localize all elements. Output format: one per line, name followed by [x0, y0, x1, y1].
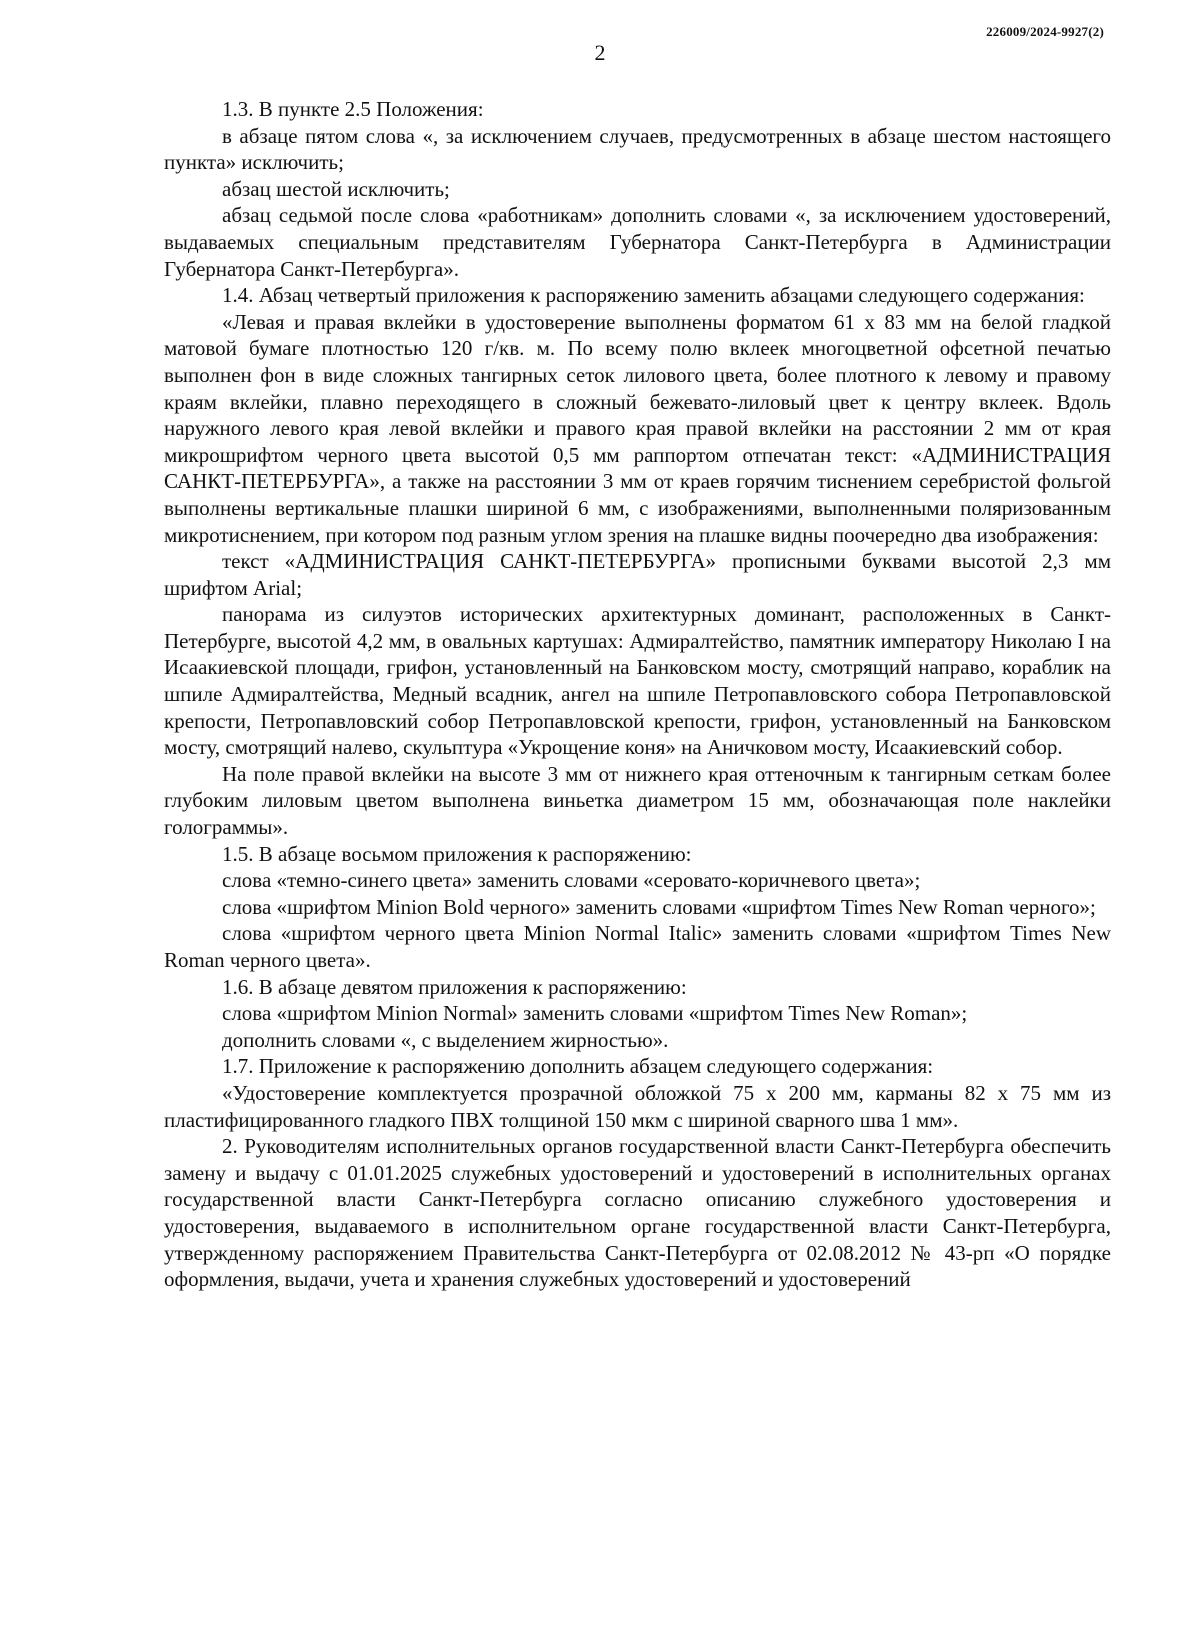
paragraph-1-3-heading: 1.3. В пункте 2.5 Положения: [222, 97, 484, 121]
paragraph: слова «шрифтом черного цвета Minion Normal Italic» заменить словами «шрифтом Times New Roman черного цвета». [164, 921, 1111, 972]
paragraph: «Удостоверение комплектуется прозрачной обложкой 75 х 200 мм, карманы 82 х 75 мм из пластифицированного гладкого ПВХ толщиной 150 мкм с шириной сварного шва 1 мм». [164, 1080, 1111, 1132]
paragraph: панорама из силуэтов исторических архитектурных доминант, расположенных в Санкт-Петербурге, высотой 4,2 мм, в овальных картушах: Адмиралтейство, памятник императору Николаю I на Исаакиевской площади, грифон, установленный на Банковском мосту, смотрящий направо, кораблик на шпиле Адмиралтейства, Медный всадник, ангел на шпиле Петропавловского собора Петропавловской крепости, Петропавловский собор Петропавловской крепости, грифон, установленный на Банковском мосту, смотрящий налево, скульптура «Укрощение коня» на Аничковом мосту, Исаакиевский собор. [164, 602, 1111, 760]
paragraph: слова «темно-синего цвета» заменить словами «серовато-коричневого цвета»; [222, 868, 921, 893]
document-registration-number: 226009/2024-9927(2) [986, 24, 1104, 39]
paragraph: абзац шестой исключить; [222, 176, 450, 201]
paragraph: дополнить словами «, с выделением жирностью». [222, 1027, 669, 1052]
page-number: 2 [594, 40, 606, 65]
paragraph: абзац седьмой после слова «работникам» дополнить словами «, за исключением удостоверений, выдаваемых специальным представителям Губернатора Санкт-Петербурга в Администрации Губернатора Санкт-Петербурга». [164, 203, 1111, 281]
paragraph-1-4-heading: 1.4. Абзац четвертый приложения к распоряжению заменить абзацами следующего содержания: [222, 283, 1085, 308]
paragraph: «Левая и правая вклейки в удостоверение выполнены форматом 61 х 83 мм на белой гладкой матовой бумаге плотностью 120 г/кв. м. По всему полю вклеек многоцветной офсетной печатью выполнен фон в виде сложных тангирных сеток лилового цвета, более плотного к левому и правому краям вклейки, плавно переходящего в сложный бежевато-лиловый цвет к центру вклеек. Вдоль наружного левого края левой вклейки и правого края правой вклейки на расстоянии 2 мм от края микрошрифтом черного цвета высотой 0,5 мм раппортом отпечатан текст: «АДМИНИСТРАЦИЯ САНКТ-ПЕТЕРБУРГА», а также на расстоянии 3 мм от краев горячим тиснением серебристой фольгой выполнены вертикальные плашки шириной 6 мм, с изображениями, выполненными поляризованным микротиснением, при котором под разным углом зрения на плашке видны поочередно два изображения: [164, 309, 1111, 547]
paragraph-1-5-heading: 1.5. В абзаце восьмом приложения к распоряжению: [222, 841, 692, 866]
paragraph: На поле правой вклейки на высоте 3 мм от нижнего края оттеночным к тангирным сеткам более глубоким лиловым цветом выполнена виньетка диаметром 15 мм, обозначающая поле наклейки голограммы». [164, 761, 1111, 840]
paragraph-1-6-heading: 1.6. В абзаце девятом приложения к распоряжению: [222, 974, 687, 999]
paragraph: слова «шрифтом Minion Bold черного» заменить словами «шрифтом Times New Roman черного»; [222, 894, 1096, 919]
paragraph-1-7-heading: 1.7. Приложение к распоряжению дополнить абзацем следующего содержания: [222, 1054, 934, 1079]
paragraph: слова «шрифтом Minion Normal» заменить словами «шрифтом Times New Roman»; [222, 1001, 968, 1026]
paragraph: текст «АДМИНИСТРАЦИЯ САНКТ-ПЕТЕРБУРГА» прописными буквами высотой 2,3 мм шрифтом Arial; [164, 549, 1111, 600]
paragraph-2-heading: 2. Руководителям исполнительных органов государственной власти Санкт-Петербурга обеспечить замену и выдачу с 01.01.2025 служебных удостоверений и удостоверений в исполнительных органах государственной власти Санкт-Петербурга согласно описанию служебного удостоверения и удостоверения, выдаваемого в исполнительном органе государственной власти Санкт-Петербурга, утвержденному распоряжением Правительства Санкт-Петербурга от 02.08.2012 № 43-рп «О порядке оформления, выдачи, учета и хранения служебных удостоверений и удостоверений [164, 1134, 1111, 1292]
paragraph: в абзаце пятом слова «, за исключением случаев, предусмотренных в абзаце шестом настоящего пункта» исключить; [164, 123, 1111, 175]
document-body [164, 96, 1111, 1293]
